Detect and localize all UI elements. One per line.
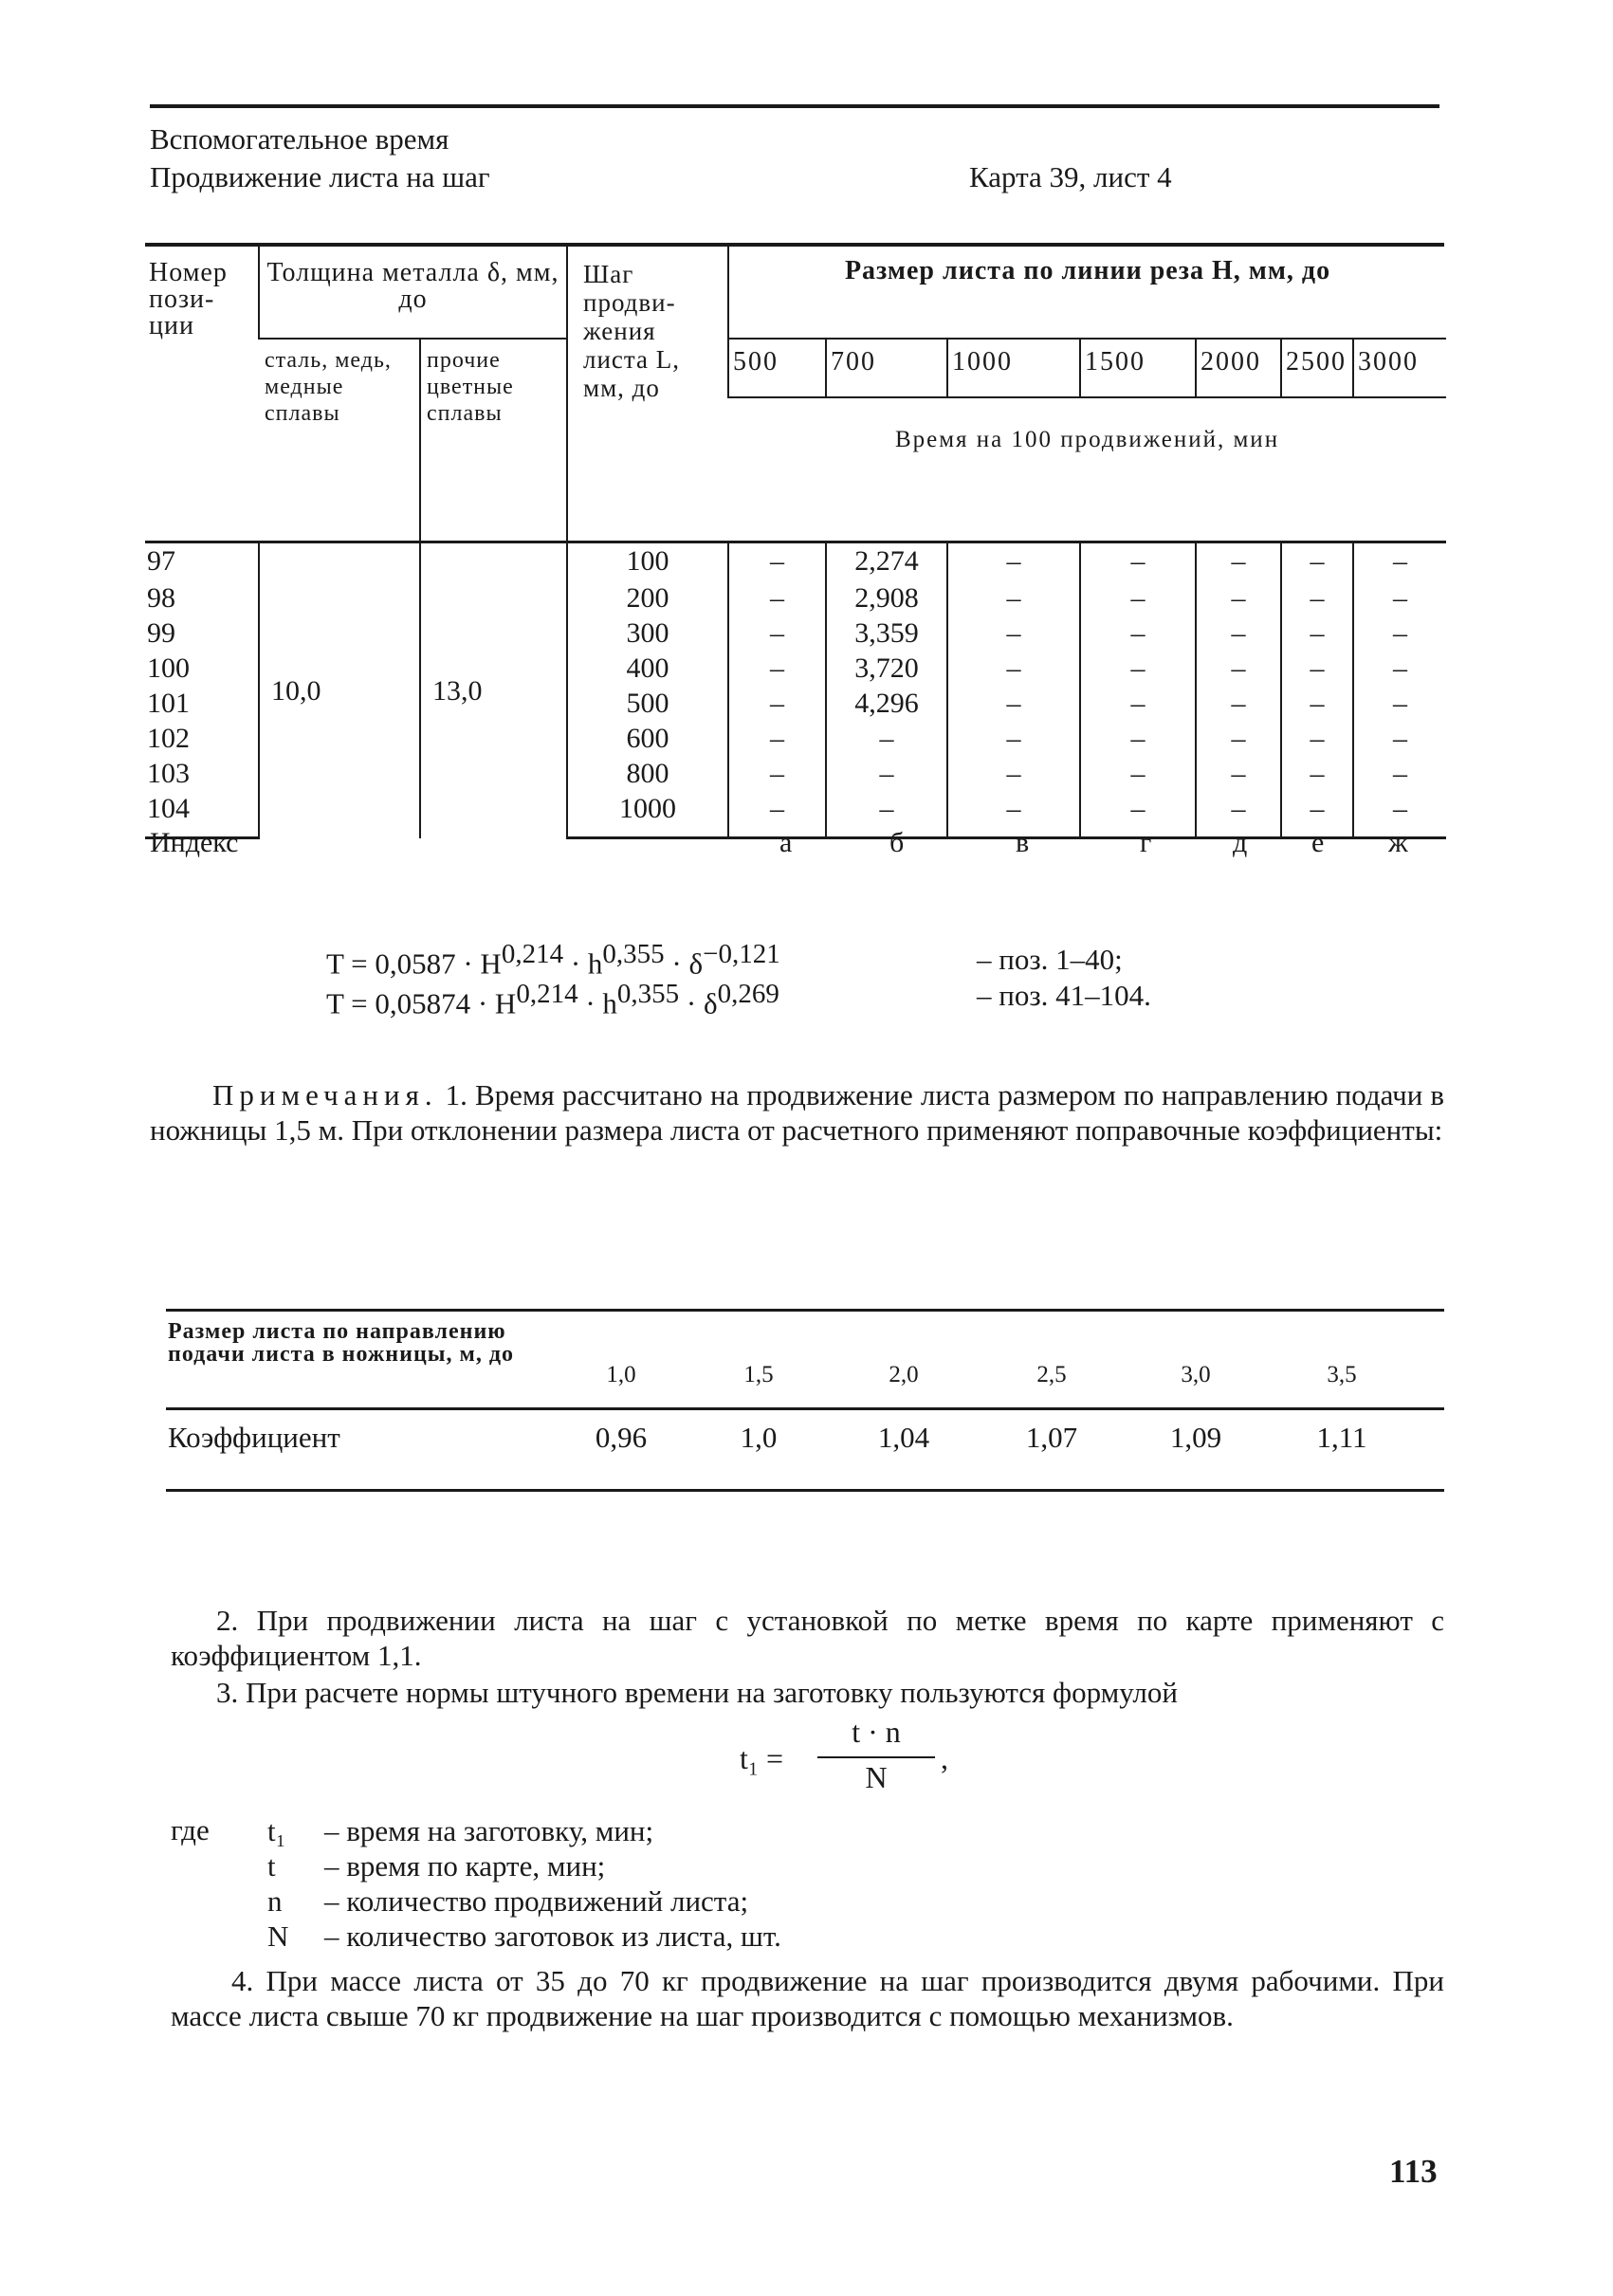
legend-item <box>267 1813 791 1848</box>
index-letter: г <box>1140 827 1152 858</box>
coef-value: 0,96 <box>595 1421 648 1454</box>
legend-text: – время на заготовку, мин; <box>324 1814 654 1847</box>
formula-2-main: T = 0,05874 · H <box>326 986 517 1020</box>
formula-t1-tail: , <box>941 1741 948 1775</box>
step-cell: 600 <box>567 721 728 756</box>
note-1-text: 1. Время рассчитано на продвижение листа размером по направлению подачи в ножницы 1,5 м. При отклонении размера листа от расчетного применяют поправочные коэффициенты: <box>150 1078 1444 1147</box>
legend-where: где <box>171 1813 210 1846</box>
time-value-cell: – <box>1281 651 1353 686</box>
formula-1-exp1: 0,214 <box>501 939 564 969</box>
step-cell: 400 <box>567 651 728 686</box>
index-label: Индекс <box>150 827 239 858</box>
legend-table <box>267 1813 791 1954</box>
time-value-cell: – <box>728 542 826 580</box>
time-value-cell: – <box>947 615 1080 651</box>
step-cell: 200 <box>567 580 728 615</box>
size-header: 3000 <box>1353 339 1446 397</box>
time-value-cell: – <box>1196 651 1281 686</box>
table-body <box>145 542 1446 838</box>
index-letter: в <box>1016 827 1030 858</box>
fraction-bar <box>817 1756 935 1758</box>
coef-size: 3,0 <box>1181 1362 1211 1387</box>
time-label: Время на 100 продвижений, мин <box>894 427 1280 452</box>
time-value-cell: – <box>826 721 947 756</box>
size-header: 2000 <box>1196 339 1281 397</box>
formula-2-positions: – поз. 41–104. <box>977 979 1151 1012</box>
position-cell: 100 <box>147 652 190 684</box>
time-value-cell: – <box>1196 756 1281 791</box>
time-value-cell: – <box>1281 791 1353 838</box>
thickness-other-cell: 13,0 <box>420 542 567 838</box>
coef-row-label: Коэффициент <box>168 1421 340 1454</box>
time-value-cell: – <box>728 615 826 651</box>
time-value-cell: – <box>1196 721 1281 756</box>
legend-text: – время по карте, мин; <box>324 1849 606 1883</box>
time-value-cell: – <box>947 721 1080 756</box>
time-value-cell: – <box>1281 686 1353 721</box>
header-title: Вспомогательное время <box>150 122 449 156</box>
position-cell: 103 <box>147 757 190 789</box>
coef-size: 2,5 <box>1036 1362 1067 1387</box>
note-4: 4. При массе листа от 35 до 70 кг продвижение на шаг производится двумя рабочими. При массе листа свыше 70 кг продвижение на шаг производится с помощью механизмов. <box>171 1964 1444 2032</box>
legend-text: – количество заготовок из листа, шт. <box>324 1919 781 1953</box>
formula-t1-numerator: t · n <box>852 1715 901 1749</box>
time-value-cell: – <box>1281 542 1353 580</box>
legend-body <box>267 1813 791 1954</box>
page-number: 113 <box>1389 2153 1438 2190</box>
time-value-cell: – <box>728 791 826 838</box>
time-value-cell: – <box>1353 580 1446 615</box>
card-number: Карта 39, лист 4 <box>969 160 1172 193</box>
time-value-cell: – <box>1196 791 1281 838</box>
index-letter: а <box>779 827 793 858</box>
time-value-cell: – <box>728 721 826 756</box>
time-value-cell: – <box>728 756 826 791</box>
time-value-cell: – <box>1281 721 1353 756</box>
legend-symbol: t₁ <box>267 1814 286 1847</box>
size-header: 2500 <box>1281 339 1353 397</box>
formula-1-positions: – поз. 1–40; <box>977 943 1123 976</box>
time-value-cell: – <box>728 651 826 686</box>
legend-symbol: t <box>267 1849 276 1883</box>
formula-1-mid2: · h <box>563 946 603 981</box>
time-value-cell: – <box>947 791 1080 838</box>
formula-2-exp1: 0,214 <box>516 979 578 1009</box>
step-cell: 800 <box>567 756 728 791</box>
coef-size: 3,5 <box>1327 1362 1357 1387</box>
time-value-cell: – <box>1353 615 1446 651</box>
coef-mid-rule <box>166 1407 1444 1410</box>
time-value-cell: – <box>1281 756 1353 791</box>
time-value-cell: – <box>1353 651 1446 686</box>
coef-top-rule <box>166 1309 1444 1312</box>
size-header: 500 <box>728 339 826 397</box>
step-cell: 100 <box>567 542 728 580</box>
position-cell: 98 <box>147 581 175 614</box>
time-value-cell: – <box>947 651 1080 686</box>
position-cell: 104 <box>145 791 259 838</box>
coef-value: 1,04 <box>877 1421 930 1454</box>
time-value-cell: – <box>947 686 1080 721</box>
coef-value: 1,11 <box>1316 1421 1367 1454</box>
time-value-cell: – <box>1353 542 1446 580</box>
formula-2-exp2: 0,355 <box>616 979 680 1009</box>
position-cell: 102 <box>147 722 190 754</box>
legend-symbol: n <box>267 1884 283 1918</box>
header-subtitle: Продвижение листа на шаг <box>150 160 490 193</box>
position-cell: 97 <box>145 542 259 580</box>
formula-t1-lhs: t₁ = <box>740 1741 784 1775</box>
legend-symbol: N <box>267 1919 289 1953</box>
index-letter: д <box>1233 827 1248 858</box>
time-value-cell: – <box>1080 651 1196 686</box>
col-other-header: прочие цветные сплавы <box>420 339 567 542</box>
time-value-cell: 3,359 <box>826 615 947 651</box>
formula-2 <box>326 977 779 1020</box>
size-header: 1000 <box>947 339 1080 397</box>
time-value-cell: – <box>728 580 826 615</box>
formula-2-mid2: · h <box>577 986 617 1020</box>
time-value-cell: – <box>1196 580 1281 615</box>
time-value-cell: – <box>1196 686 1281 721</box>
time-value-cell: – <box>728 686 826 721</box>
col-steel-header: сталь, медь, медные сплавы <box>265 348 392 426</box>
formula-1-exp2: 0,355 <box>602 939 665 969</box>
formula-t1-denominator: N <box>865 1760 888 1794</box>
formula-1 <box>326 937 780 981</box>
time-value-cell: – <box>947 580 1080 615</box>
coef-value: 1,09 <box>1169 1421 1222 1454</box>
step-cell: 500 <box>567 686 728 721</box>
coef-size: 1,0 <box>606 1362 636 1387</box>
time-value-cell: 4,296 <box>826 686 947 721</box>
time-value-cell: – <box>1281 580 1353 615</box>
coef-value: 1,0 <box>740 1421 778 1454</box>
index-letter: е <box>1311 827 1325 858</box>
time-value-cell: – <box>1080 721 1196 756</box>
time-value-cell: – <box>1080 686 1196 721</box>
time-value-cell: – <box>826 791 947 838</box>
time-value-cell: – <box>1353 791 1446 838</box>
time-value-cell: – <box>826 756 947 791</box>
index-letter: ж <box>1388 827 1408 858</box>
legend-item <box>267 1883 791 1919</box>
index-letter: б <box>889 827 905 858</box>
coef-bottom-rule <box>166 1489 1444 1492</box>
col-step-header: Шаг продви- жения листа L, мм, до <box>567 243 728 542</box>
formula-2-exp3: 0,269 <box>717 979 779 1009</box>
time-norm-table <box>145 243 1446 839</box>
time-value-cell: – <box>1353 721 1446 756</box>
size-header: 1500 <box>1080 339 1196 397</box>
step-cell: 300 <box>567 615 728 651</box>
time-value-cell: 3,720 <box>826 651 947 686</box>
time-value-cell: 2,908 <box>826 580 947 615</box>
time-value-cell: – <box>1281 615 1353 651</box>
time-value-cell: – <box>1080 542 1196 580</box>
coef-size: 1,5 <box>743 1362 774 1387</box>
formula-1-mid3: · δ <box>664 946 704 981</box>
legend-item <box>267 1848 791 1883</box>
time-value-cell: – <box>947 542 1080 580</box>
legend-item <box>267 1919 791 1954</box>
position-cell: 99 <box>147 616 175 649</box>
position-cell: 101 <box>147 687 190 719</box>
time-value-cell: – <box>1080 615 1196 651</box>
time-value-cell: – <box>1353 686 1446 721</box>
legend-text: – количество продвижений листа; <box>324 1884 749 1918</box>
table-row <box>145 542 1446 580</box>
time-value-cell: – <box>1196 615 1281 651</box>
col-position-header: Номер пози- ции <box>149 258 228 340</box>
note-1 <box>150 1077 1444 1148</box>
time-value-cell: – <box>1080 580 1196 615</box>
coef-header-label: Размер листа по направлению подачи листа в ножницы, м, до <box>168 1319 515 1367</box>
col-thickness-header: Толщина металла δ, мм, до <box>259 243 567 339</box>
size-header: 700 <box>826 339 947 397</box>
coef-size: 2,0 <box>889 1362 919 1387</box>
step-cell: 1000 <box>567 791 728 838</box>
top-rule <box>150 104 1439 108</box>
formula-1-exp3: −0,121 <box>703 939 780 969</box>
time-value-cell: – <box>947 756 1080 791</box>
formula-1-main: T = 0,0587 · H <box>326 946 502 981</box>
time-value-cell: – <box>1196 542 1281 580</box>
time-value-cell: – <box>1080 791 1196 838</box>
coef-value: 1,07 <box>1025 1421 1078 1454</box>
thickness-steel-cell: 10,0 <box>259 542 420 838</box>
time-value-cell: – <box>1353 756 1446 791</box>
time-value-cell: 2,274 <box>826 542 947 580</box>
time-value-cell: – <box>1080 756 1196 791</box>
note-3: 3. При расчете нормы штучного времени на заготовку пользуются формулой <box>216 1676 1178 1709</box>
note-2: 2. При продвижении листа на шаг с установкой по метке время по карте применяют с коэффициентом 1,1. <box>171 1604 1444 1672</box>
formula-2-mid3: · δ <box>679 986 718 1020</box>
col-size-group-header: Размер листа по линии реза Н, мм, до <box>728 243 1446 339</box>
notes-title: Примечания. <box>212 1078 438 1111</box>
